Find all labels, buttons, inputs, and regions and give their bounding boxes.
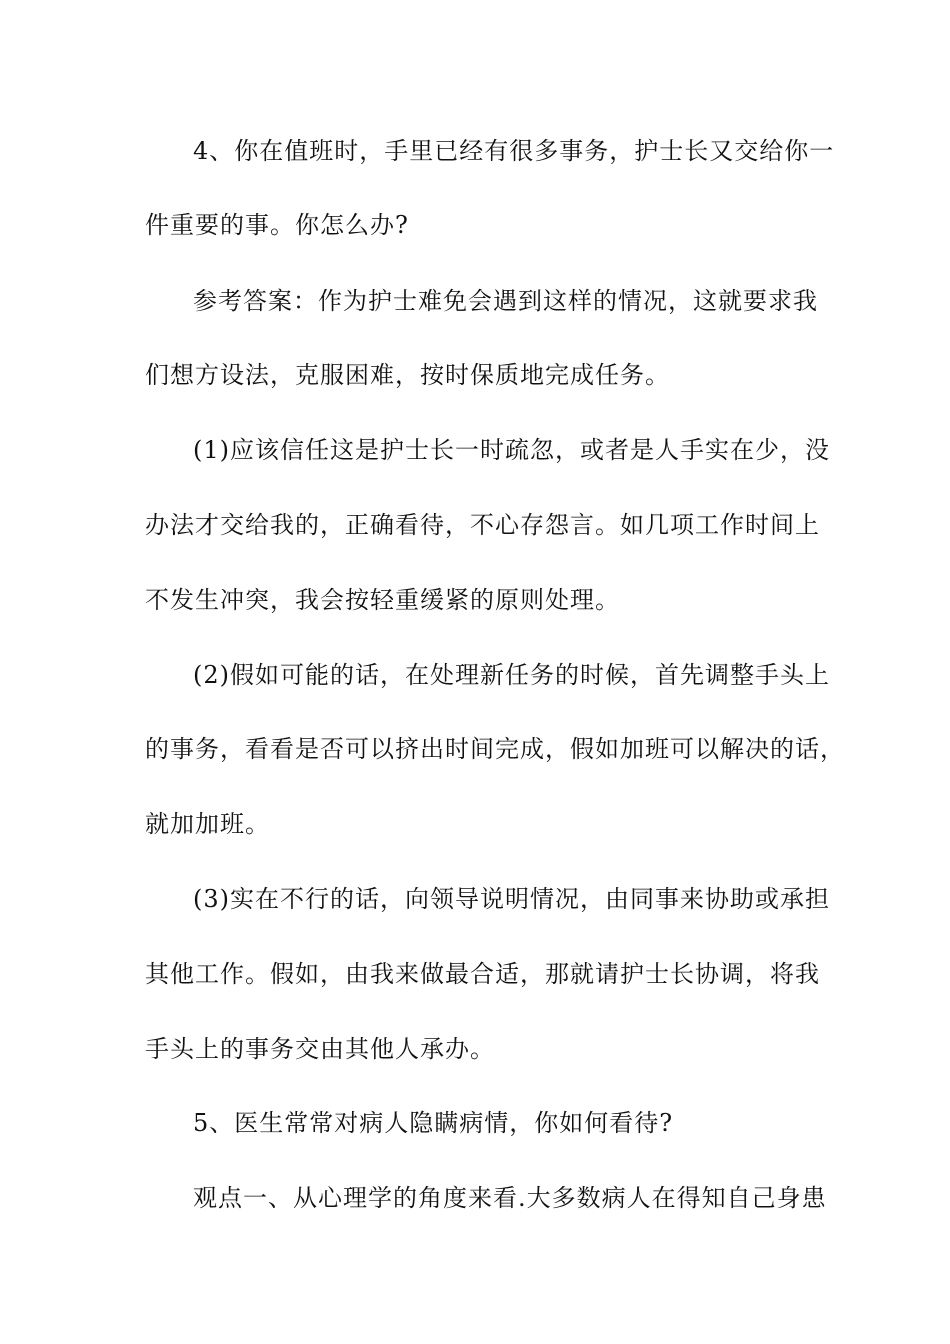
question-4-line-2: 件重要的事。你怎么办? — [145, 211, 409, 239]
question-4-line-1: 4、你在值班时，手里已经有很多事务，护士长又交给你一 — [193, 137, 835, 165]
point-2-line-3: 就加加班。 — [145, 810, 270, 838]
answer-line-2: 们想方设法，克服困难，按时保质地完成任务。 — [145, 361, 670, 389]
point-3-line-2: 其他工作。假如，由我来做最合适，那就请护士长协调，将我 — [145, 960, 820, 988]
viewpoint-1-line-1: 观点一、从心理学的角度来看.大多数病人在得知自己身患 — [193, 1184, 827, 1212]
question-5-line-1: 5、医生常常对病人隐瞒病情，你如何看待? — [193, 1109, 674, 1137]
point-3-line-3: 手头上的事务交由其他人承办。 — [145, 1035, 495, 1063]
answer-line-1: 参考答案：作为护士难免会遇到这样的情况，这就要求我 — [193, 287, 818, 315]
point-3-line-1: (3)实在不行的话，向领导说明情况，由同事来协助或承担 — [193, 885, 830, 913]
point-1-line-2: 办法才交给我的，正确看待，不心存怨言。如几项工作时间上 — [145, 511, 820, 539]
point-1-line-1: (1)应该信任这是护士长一时疏忽，或者是人手实在少，没 — [193, 436, 830, 464]
point-2-line-1: (2)假如可能的话，在处理新任务的时候，首先调整手头上 — [193, 661, 830, 689]
point-2-line-2: 的事务，看看是否可以挤出时间完成，假如加班可以解决的话， — [145, 735, 845, 763]
point-1-line-3: 不发生冲突，我会按轻重缓紧的原则处理。 — [145, 586, 620, 614]
